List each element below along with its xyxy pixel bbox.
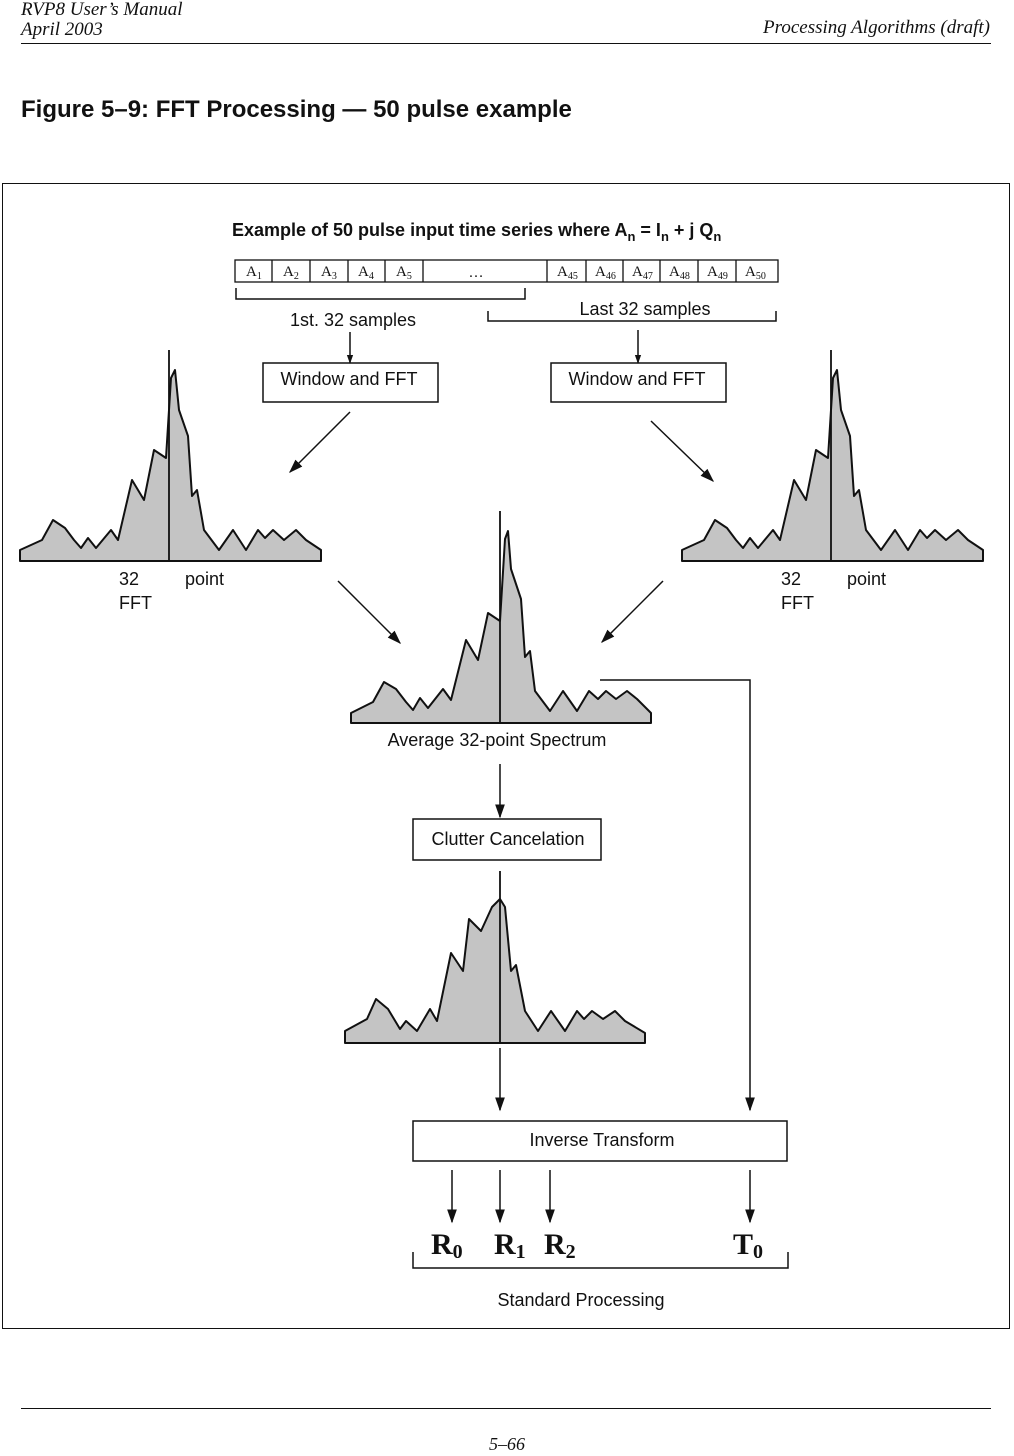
sample-cell: $A_2$ [283, 264, 299, 282]
first-samples-bracket [236, 288, 525, 299]
last-samples-label: Last 32 samples [579, 299, 711, 319]
average-label: Average 32-point Spectrum [387, 730, 607, 750]
arrow-left-to-average [338, 581, 400, 643]
footer-rule [21, 1408, 991, 1409]
fft-right-label-point: point [847, 569, 887, 589]
average-spectrum [351, 511, 651, 723]
sample-cell: $A_5$ [396, 264, 412, 282]
figure-title: Figure 5–9: FFT Processing — 50 pulse example [21, 96, 572, 123]
sample-cell: $A_{49}$ [707, 264, 728, 282]
input-series-title: Example of 50 pulse input time series where $A_n = I_n + j$ $Q_n$ [232, 220, 722, 244]
sample-cell: $A_{46}$ [595, 264, 616, 282]
manual-date: April 2003 [21, 19, 103, 40]
output-r0: R0 [431, 1228, 463, 1263]
fft-left-label-point: point [185, 569, 225, 589]
spectrum-shape [682, 370, 983, 561]
clutter-cancelation-label: Clutter Cancelation [431, 829, 585, 849]
sample-cell: $A_4$ [358, 264, 374, 282]
sample-ellipsis: … [468, 265, 484, 281]
sample-cell: $A_3$ [321, 264, 337, 282]
fft-right-label-fft: FFT [781, 593, 814, 613]
output-r1: R1 [494, 1228, 526, 1263]
sample-cell: $A_{48}$ [669, 264, 690, 282]
arrow-to-spectrum-right [651, 421, 713, 481]
bypass-arrow [600, 680, 750, 1110]
output-t0: T0 [733, 1228, 764, 1263]
manual-title: RVP8 User’s Manual [21, 0, 183, 20]
sample-cell: $A_{47}$ [632, 264, 653, 282]
fft-spectrum-right [682, 350, 983, 561]
window-fft-label-right: Window and FFT [568, 369, 706, 389]
standard-processing-label: Standard Processing [497, 1290, 665, 1310]
sample-strip [235, 260, 778, 282]
fft-left-label-fft: FFT [119, 593, 152, 613]
page-number: 5–66 [489, 1434, 525, 1454]
first-samples-label: 1st. 32 samples [289, 310, 417, 330]
standard-processing-bracket [413, 1252, 788, 1268]
window-fft-label-left: Window and FFT [280, 369, 418, 389]
sample-cell: $A_{50}$ [745, 264, 766, 282]
fft-spectrum-left [20, 350, 321, 561]
arrow-to-spectrum-left [290, 412, 350, 472]
spectrum-shape [351, 531, 651, 723]
sample-cell: $A_1$ [246, 264, 262, 282]
header-right: Processing Algorithms (draft) [763, 17, 990, 38]
fft-left-label-32: 32 [119, 569, 140, 589]
clutter-cancelled-spectrum [345, 871, 645, 1043]
spectrum-shape [20, 370, 321, 561]
fft-right-label-32: 32 [781, 569, 802, 589]
spectrum-shape [345, 899, 645, 1043]
output-r2: R2 [544, 1228, 576, 1263]
arrow-right-to-average [602, 581, 663, 642]
inverse-transform-label: Inverse Transform [529, 1130, 675, 1150]
sample-cell: $A_{45}$ [557, 264, 578, 282]
